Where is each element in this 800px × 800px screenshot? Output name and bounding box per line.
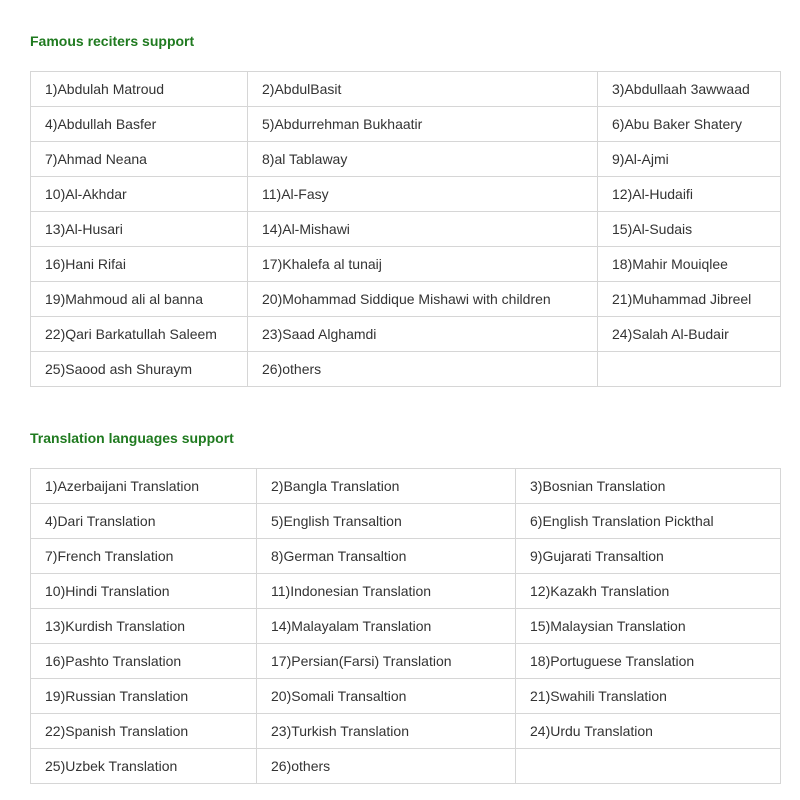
- reciter-item: 16)Hani Rifai: [31, 247, 248, 282]
- translation-item: 1)Azerbaijani Translation: [31, 469, 257, 504]
- table-row: [31, 574, 781, 609]
- reciters-section-title: Famous reciters support: [30, 33, 195, 49]
- translation-item: 13)Kurdish Translation: [31, 609, 257, 644]
- table-row: [31, 177, 781, 212]
- reciter-item: 22)Qari Barkatullah Saleem: [31, 317, 248, 352]
- reciter-item: 18)Mahir Mouiqlee: [598, 247, 781, 282]
- reciter-item: 5)Abdurrehman Bukhaatir: [248, 107, 598, 142]
- reciter-item: 20)Mohammad Siddique Mishawi with children: [248, 282, 598, 317]
- translation-item: 3)Bosnian Translation: [516, 469, 781, 504]
- reciter-item: 23)Saad Alghamdi: [248, 317, 598, 352]
- translation-item: 22)Spanish Translation: [31, 714, 257, 749]
- translation-item: 10)Hindi Translation: [31, 574, 257, 609]
- reciter-item: 12)Al-Hudaifi: [598, 177, 781, 212]
- translations-section-title: Translation languages support: [30, 430, 234, 446]
- reciter-item: 7)Ahmad Neana: [31, 142, 248, 177]
- translation-item: 16)Pashto Translation: [31, 644, 257, 679]
- table-row: [31, 352, 781, 387]
- translation-item: 15)Malaysian Translation: [516, 609, 781, 644]
- table-row: [31, 749, 781, 784]
- translation-item: 18)Portuguese Translation: [516, 644, 781, 679]
- translation-item: 7)French Translation: [31, 539, 257, 574]
- translation-item: 17)Persian(Farsi) Translation: [257, 644, 516, 679]
- reciter-item: 19)Mahmoud ali al banna: [31, 282, 248, 317]
- translation-item: 4)Dari Translation: [31, 504, 257, 539]
- reciters-table: [30, 71, 781, 387]
- reciter-item: 2)AbdulBasit: [248, 72, 598, 107]
- translation-item: 5)English Transaltion: [257, 504, 516, 539]
- reciter-item: 15)Al-Sudais: [598, 212, 781, 247]
- translation-item: 19)Russian Translation: [31, 679, 257, 714]
- table-row: [31, 212, 781, 247]
- empty-cell: [516, 749, 781, 784]
- translation-item: 6)English Translation Pickthal: [516, 504, 781, 539]
- translation-item: 8)German Transaltion: [257, 539, 516, 574]
- table-row: [31, 679, 781, 714]
- table-row: [31, 317, 781, 352]
- translation-item: 23)Turkish Translation: [257, 714, 516, 749]
- translation-item: 11)Indonesian Translation: [257, 574, 516, 609]
- reciter-item: 13)Al-Husari: [31, 212, 248, 247]
- reciter-item: 17)Khalefa al tunaij: [248, 247, 598, 282]
- reciter-item: 21)Muhammad Jibreel: [598, 282, 781, 317]
- table-row: [31, 504, 781, 539]
- reciter-item: 1)Abdulah Matroud: [31, 72, 248, 107]
- reciter-item: 8)al Tablaway: [248, 142, 598, 177]
- translation-item: 12)Kazakh Translation: [516, 574, 781, 609]
- table-row: [31, 247, 781, 282]
- table-row: [31, 539, 781, 574]
- table-row: [31, 644, 781, 679]
- reciter-item: 4)Abdullah Basfer: [31, 107, 248, 142]
- table-row: [31, 714, 781, 749]
- translations-table: [30, 468, 781, 784]
- table-row: [31, 469, 781, 504]
- reciter-item: 14)Al-Mishawi: [248, 212, 598, 247]
- reciter-item: 11)Al-Fasy: [248, 177, 598, 212]
- table-row: [31, 282, 781, 317]
- translation-item: 24)Urdu Translation: [516, 714, 781, 749]
- translation-item: 9)Gujarati Transaltion: [516, 539, 781, 574]
- table-row: [31, 142, 781, 177]
- reciter-item: 26)others: [248, 352, 598, 387]
- translation-item: 25)Uzbek Translation: [31, 749, 257, 784]
- table-row: [31, 107, 781, 142]
- reciter-item: 24)Salah Al-Budair: [598, 317, 781, 352]
- reciter-item: 25)Saood ash Shuraym: [31, 352, 248, 387]
- table-row: [31, 72, 781, 107]
- reciter-item: 6)Abu Baker Shatery: [598, 107, 781, 142]
- reciter-item: 9)Al-Ajmi: [598, 142, 781, 177]
- translation-item: 20)Somali Transaltion: [257, 679, 516, 714]
- translation-item: 2)Bangla Translation: [257, 469, 516, 504]
- reciter-item: 3)Abdullaah 3awwaad: [598, 72, 781, 107]
- empty-cell: [598, 352, 781, 387]
- translation-item: 26)others: [257, 749, 516, 784]
- reciter-item: 10)Al-Akhdar: [31, 177, 248, 212]
- table-row: [31, 609, 781, 644]
- translation-item: 21)Swahili Translation: [516, 679, 781, 714]
- translation-item: 14)Malayalam Translation: [257, 609, 516, 644]
